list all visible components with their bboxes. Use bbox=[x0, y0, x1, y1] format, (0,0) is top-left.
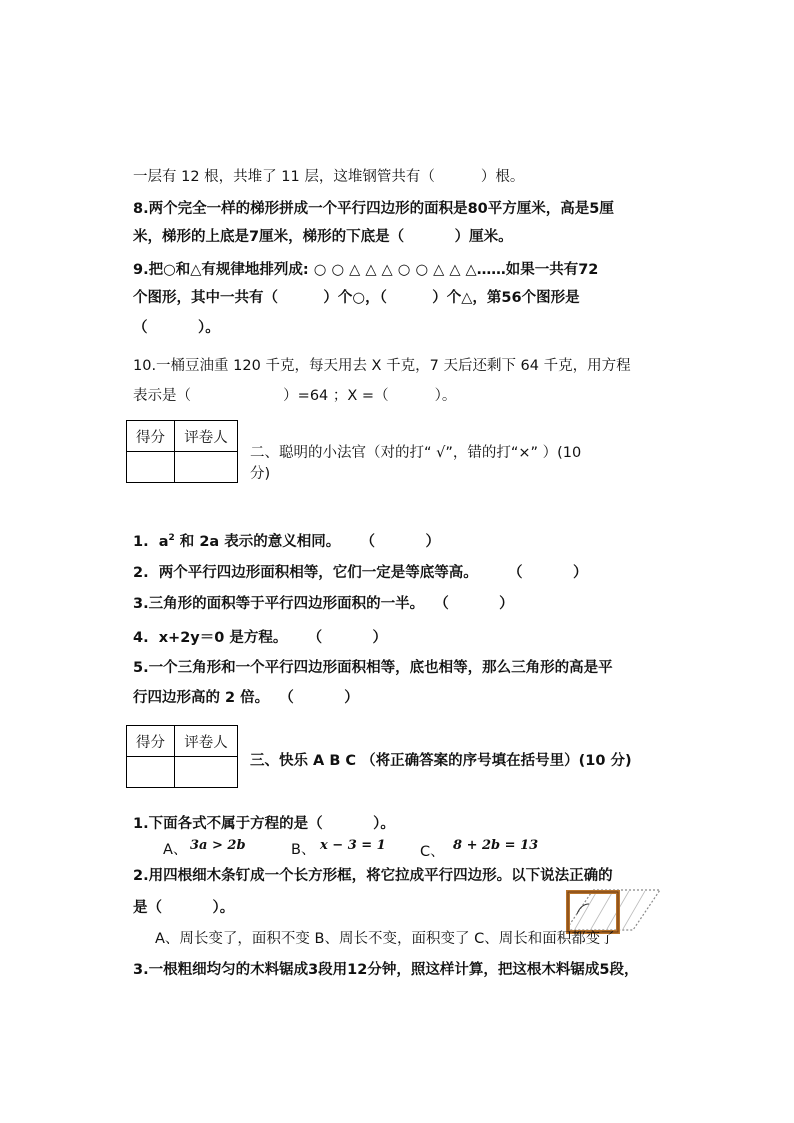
judge-item-2: 2. 两个平行四边形面积相等，它们一定是等底等高。 （ ） bbox=[133, 565, 588, 581]
question-9-line-1: 9.把○和△有规律地排列成: ○ ○ △ △ △ ○ ○ △ △ △……如果一共有72 bbox=[133, 262, 599, 278]
choice-question-2-line-2: 是（ ）。 bbox=[133, 900, 235, 916]
choice-question-2-line-1: 2.用四根细木条钉成一个长方形框，将它拉成平行四边形。以下说法正确的 bbox=[133, 868, 613, 884]
question-10-line-2: 表示是（ ）=64 ；X =（ ）。 bbox=[133, 388, 457, 404]
judge-item-3: 3.三角形的面积等于平行四边形面积的一半。 （ ） bbox=[133, 596, 514, 612]
section-3-title: 三、快乐 A B C （将正确答案的序号填在括号里）(10 分) bbox=[250, 753, 632, 769]
choice-question-3-line-1: 3.一根粗细均匀的木料锯成3段用12分钟，照这样计算，把这根木料锯成5段， bbox=[133, 962, 639, 978]
question-10-line-1: 10.一桶豆油重 120 千克，每天用去 X 千克，7 天后还剩下 64 千克，用方程 bbox=[133, 358, 631, 374]
option-a-label: A、 bbox=[163, 842, 188, 858]
option-a-expression: 3a > 2b bbox=[190, 838, 246, 853]
option-c-expression: 8 + 2b = 13 bbox=[453, 838, 539, 853]
grader-label: 评卷人 bbox=[175, 421, 238, 452]
option-b-expression: x − 3 = 1 bbox=[320, 838, 386, 853]
score-cell bbox=[127, 757, 175, 788]
frame-diagram bbox=[563, 876, 663, 934]
score-cell bbox=[127, 452, 175, 483]
score-box-section-2 bbox=[126, 420, 238, 483]
option-b-label: B、 bbox=[291, 842, 316, 858]
score-box-section-3 bbox=[126, 725, 238, 788]
grader-cell bbox=[175, 452, 238, 483]
score-label: 得分 bbox=[127, 421, 175, 452]
section-2-title-line-1: 二、聪明的小法官（对的打“ √”，错的打“×” ）(10 bbox=[250, 445, 582, 461]
section-2-title-line-2: 分) bbox=[250, 466, 271, 482]
question-8-line-1: 8.两个完全一样的梯形拼成一个平行四边形的面积是80平方厘米，高是5厘 bbox=[133, 201, 614, 217]
grader-label: 评卷人 bbox=[175, 726, 238, 757]
question-8-line-2: 米，梯形的上底是7厘米，梯形的下底是（ ）厘米。 bbox=[133, 229, 513, 245]
judge-item-5-line-2: 行四边形高的 2 倍。 （ ） bbox=[133, 690, 359, 706]
judge-item-4: 4. x+2y＝0 是方程。 （ ） bbox=[133, 630, 388, 646]
question-9-line-2: 个图形，其中一共有（ ）个○，（ ）个△，第56个图形是 bbox=[133, 290, 580, 306]
judge-item-1: 1. $a^2$ 和 2a 表示的意义相同。 （ ） bbox=[133, 533, 440, 550]
question-7-tail: 一层有 12 根，共堆了 11 层，这堆钢管共有（ ）根。 bbox=[133, 169, 525, 185]
score-label: 得分 bbox=[127, 726, 175, 757]
question-9-line-3: （ ）。 bbox=[133, 320, 220, 336]
choice-question-1: 1.下面各式不属于方程的是（ ）。 bbox=[133, 816, 395, 832]
choice-question-2-options: A、周长变了，面积不变 B、周长不变，面积变了 C、周长和面积都变了 bbox=[155, 931, 615, 947]
judge-item-5-line-1: 5.一个三角形和一个平行四边形面积相等，底也相等，那么三角形的高是平 bbox=[133, 660, 613, 676]
grader-cell bbox=[175, 757, 238, 788]
option-c-label: C、 bbox=[420, 844, 445, 860]
